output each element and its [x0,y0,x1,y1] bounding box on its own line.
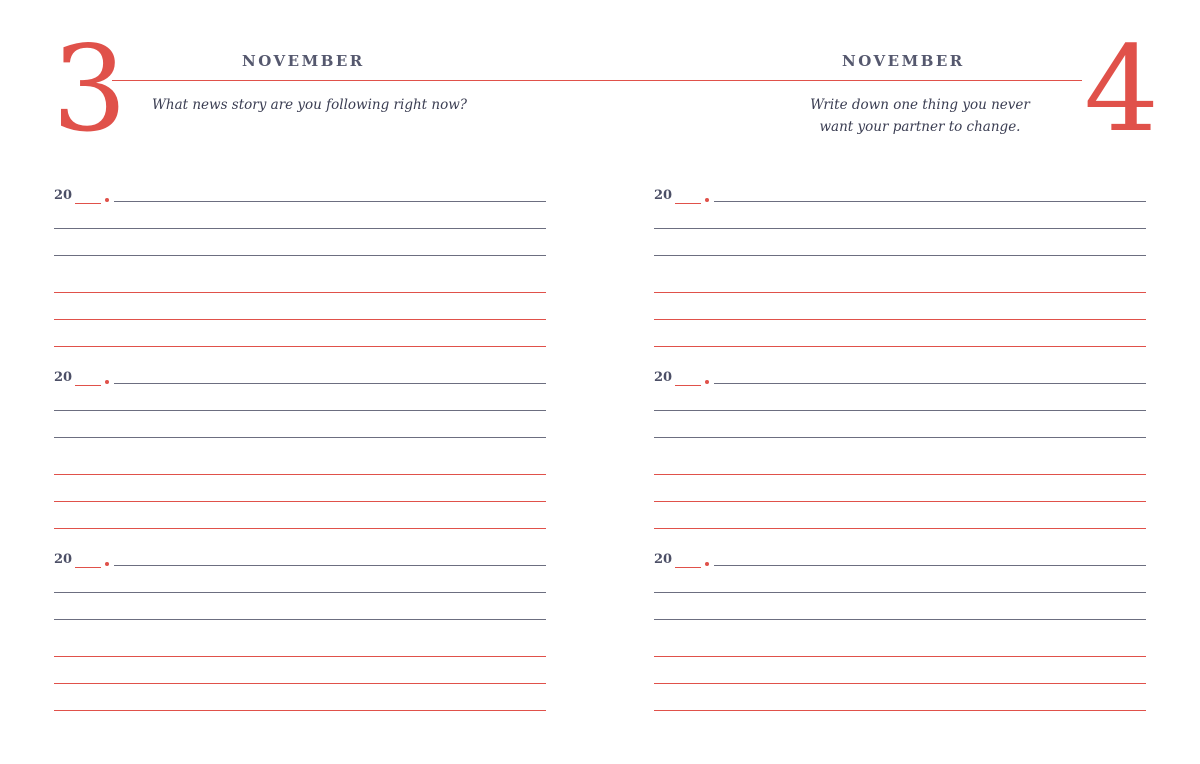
right-page [600,0,1200,764]
year-prefix: 20 [654,552,673,567]
year-line [654,370,1146,390]
journal-prompt [760,94,1080,138]
writing-line[interactable] [54,710,546,711]
month-label: NOVEMBER [842,52,965,70]
writing-line[interactable] [654,501,1146,502]
writing-line[interactable] [654,346,1146,347]
writing-line[interactable] [714,383,1146,384]
journal-entry[interactable] [54,370,546,530]
bullet-dot-icon [105,198,109,202]
journal-entry[interactable] [54,552,546,712]
journal-entry[interactable] [54,188,546,348]
year-prefix: 20 [654,370,673,385]
year-line [54,552,546,572]
writing-line[interactable] [54,619,546,620]
year-prefix: 20 [54,552,73,567]
bullet-dot-icon [105,380,109,384]
writing-line[interactable] [54,255,546,256]
writing-line[interactable] [54,592,546,593]
writing-line[interactable] [654,292,1146,293]
writing-line[interactable] [114,201,546,202]
writing-line[interactable] [54,528,546,529]
writing-line[interactable] [714,201,1146,202]
writing-line[interactable] [654,592,1146,593]
year-blank[interactable] [75,567,101,568]
writing-line[interactable] [54,228,546,229]
writing-line[interactable] [714,565,1146,566]
writing-line[interactable] [654,683,1146,684]
year-prefix: 20 [654,188,673,203]
writing-line[interactable] [654,437,1146,438]
year-prefix: 20 [54,188,73,203]
year-blank[interactable] [675,567,701,568]
year-line [54,188,546,208]
writing-line[interactable] [654,710,1146,711]
writing-line[interactable] [654,319,1146,320]
writing-line[interactable] [114,383,546,384]
year-line [54,370,546,390]
day-number: 3 [52,20,128,158]
journal-entry[interactable] [654,188,1146,348]
writing-line[interactable] [654,228,1146,229]
writing-line[interactable] [54,410,546,411]
journal-prompt: What news story are you following right now? [152,97,467,113]
writing-line[interactable] [54,346,546,347]
year-line [654,552,1146,572]
writing-line[interactable] [654,410,1146,411]
bullet-dot-icon [705,198,709,202]
year-line [654,188,1146,208]
writing-line[interactable] [654,619,1146,620]
prompt-line: Write down one thing you never [810,97,1030,113]
writing-line[interactable] [54,501,546,502]
writing-line[interactable] [54,474,546,475]
day-number: 4 [1084,20,1160,158]
writing-line[interactable] [654,474,1146,475]
journal-entry[interactable] [654,552,1146,712]
writing-line[interactable] [54,292,546,293]
writing-line[interactable] [654,656,1146,657]
bullet-dot-icon [705,380,709,384]
writing-line[interactable] [654,255,1146,256]
bullet-dot-icon [105,562,109,566]
year-blank[interactable] [75,385,101,386]
journal-entry[interactable] [654,370,1146,530]
year-blank[interactable] [675,385,701,386]
writing-line[interactable] [654,528,1146,529]
year-blank[interactable] [675,203,701,204]
year-blank[interactable] [75,203,101,204]
month-label: NOVEMBER [242,52,365,70]
writing-line[interactable] [114,565,546,566]
writing-line[interactable] [54,656,546,657]
bullet-dot-icon [705,562,709,566]
prompt-line: want your partner to change. [819,119,1021,135]
writing-line[interactable] [54,683,546,684]
year-prefix: 20 [54,370,73,385]
writing-line[interactable] [54,437,546,438]
writing-line[interactable] [54,319,546,320]
